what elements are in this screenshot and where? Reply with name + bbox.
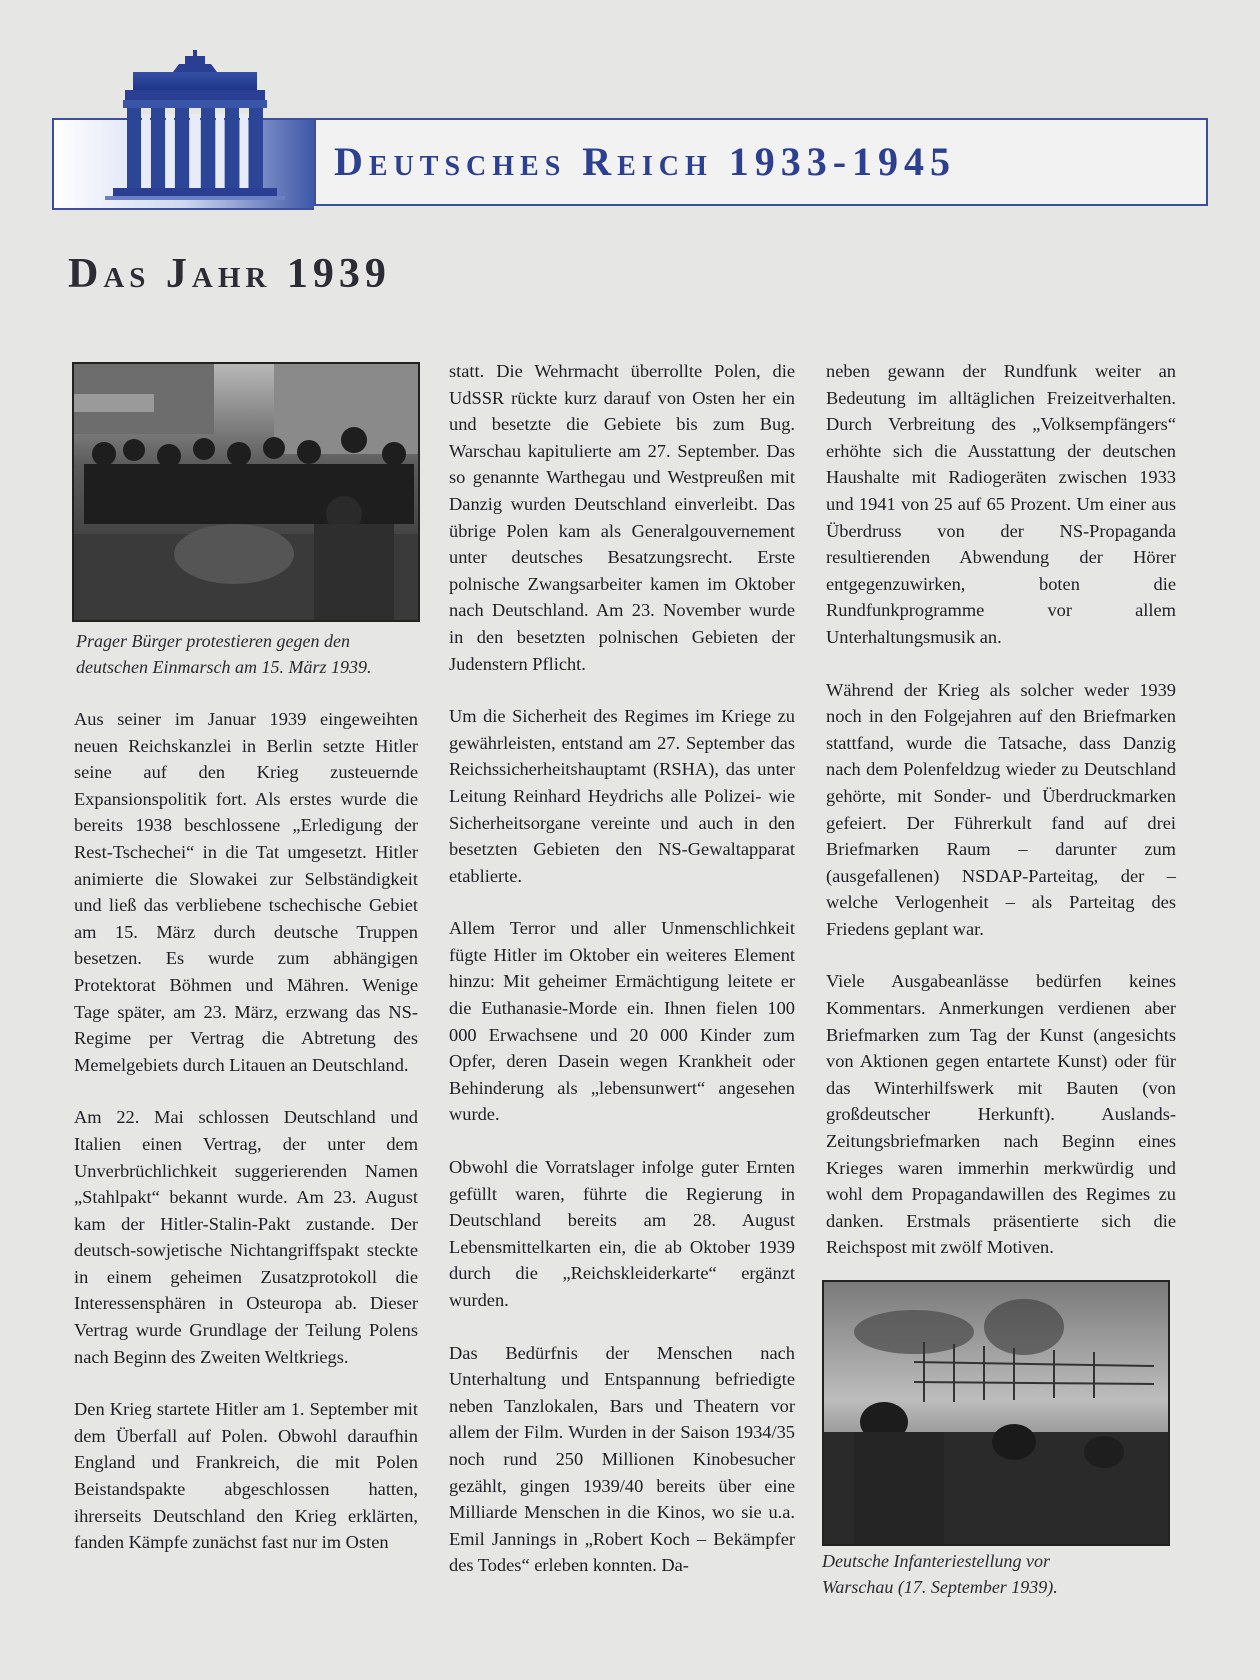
text-column-1: [74, 706, 418, 1582]
caption-line: Deutsche Infanteriestellung vor: [822, 1551, 1050, 1571]
text-column-3: [826, 358, 1176, 1287]
paragraph: Allem Terror und aller Unmenschlichkeit fügte Hitler im Oktober ein weiteres Element hinzu: Mit geheimer Ermächtigung leitete er die Euthanasie-Morde ein. Ihnen fielen 100 000 Erwachsene und 20 000 Kinder zum Opfer, deren Dasein wegen Krankheit oder Behinderung als „lebensunwert“ angesehen wurde.: [449, 918, 795, 1125]
caption-line: Prager Bürger protestieren gegen den: [76, 631, 350, 651]
banner-title: Deutsches Reich 1933-1945: [334, 139, 957, 184]
paragraph: Aus seiner im Januar 1939 eingeweihten neuen Reichskanzlei in Berlin setzte Hitler seine auf den Krieg zusteuernde Expansionspolitik fort. Als erstes wurde die bereits 1938 beschlossene „Erledigung der Rest-Tschechei“ in die Tat umgesetzt. Hitler animierte die Slowakei zur Selbständigkeit und ließ das verbliebene tschechische Gebiet am 15. März durch deutsche Truppen besetzen. Es wurde zum abhängigen Protektorat Böhmen und Mähren. Wenige Tage später, am 23. März, erzwang das NS-Regime per Vertrag die Abtretung des Memelgebiets durch Litauen an Deutschland.: [74, 709, 418, 1075]
photo-warsaw-infantry: [822, 1280, 1170, 1546]
page-title: Das Jahr 1939: [68, 251, 391, 297]
caption-line: Warschau (17. September 1939).: [822, 1577, 1058, 1597]
paragraph: Das Bedürfnis der Menschen nach Unterhaltung und Entspannung befriedigte neben Tanzlokalen, Bars und Theatern vor allem der Film. Wurden in der Saison 1934/35 noch rund 250 Millionen Kinobesucher gezählt, gingen 1939/40 bereits über eine Milliarde Menschen in die Kinos, wo sie u.a. Emil Jannings in „Robert Koch – Bekämpfer des Todes“ erleben konnten. Da-: [449, 1342, 795, 1576]
photo-warsaw-image: [824, 1282, 1168, 1544]
paragraph: statt. Die Wehrmacht überrollte Polen, die UdSSR rückte kurz darauf von Osten her ein und besetzte die Gebiete bis zum Bug. Warschau kapitulierte am 27. September. Das so genannte Warthegau und Westpreußen mit Danzig wurden Deutschland einverleibt. Das übrige Polen kam als Generalgouvernement unter deutsches Besatzungsrecht. Erste polnische Zwangsarbeiter kamen im Oktober nach Deutschland. Am 23. November wurde in den besetzten polnischen Gebieten der Judenstern Pflicht.: [449, 361, 795, 674]
photo-prague-image: [74, 364, 418, 620]
paragraph: Obwohl die Vorratslager infolge guter Ernten gefüllt waren, führte die Regierung in Deutschland bereits am 28. August Lebensmittelkarten ein, die ab Oktober 1939 durch die „Reichskleiderkarte“ ergänzt wurden.: [449, 1157, 795, 1310]
paragraph: Am 22. Mai schlossen Deutschland und Italien einen Vertrag, der unter dem Unverbrüchlichkeit suggerierenden Namen „Stahlpakt“ bekannt wurde. Am 23. August kam der Hitler-Stalin-Pakt zustande. Der deutsch-sowjetische Nichtangriffspakt steckte in einem geheimen Zusatzprotokoll die Interessensphären in Osteuropa ab. Dieser Vertrag wurde Grundlage der Teilung Polens nach Beginn des Zweiten Weltkriegs.: [74, 1107, 418, 1367]
photo-prague-protest: [72, 362, 420, 622]
paragraph: neben gewann der Rundfunk weiter an Bedeutung im alltäglichen Freizeitverhalten. Durch Verbreitung des „Volksempfängers“ erhöhte sich die Ausstattung der deutschen Haushalte mit Radiogeräten zwischen 1933 und 1941 von 25 auf 65 Prozent. Um einer aus Überdruss von der NS-Propaganda resultierenden Abwendung der Hörer entgegenzuwirken, boten die Rundfunkprogramme vor allem Unterhaltungsmusik an.: [826, 361, 1176, 647]
photo-warsaw-caption: [822, 1548, 1182, 1600]
paragraph: Um die Sicherheit des Regimes im Kriege zu gewährleisten, entstand am 27. September das Reichssicherheitshauptamt (RSHA), das unter Leitung Reinhard Heydrichs alle Polizei- wie Sicherheitsorgane vereinte und auch in den besetzten Gebieten den NS-Gewaltapparat etablierte.: [449, 706, 795, 886]
paragraph: Viele Ausgabeanlässe bedürfen keines Kommentars. Anmerkungen verdienen aber Briefmarken zum Tag der Kunst (angesichts von Aktionen gegen entartete Kunst) oder für das Winterhilfswerk mit Bauten (von großdeutscher Herkunft). Auslands-Zeitungsbriefmarken nach Beginn eines Krieges waren immerhin merkwürdig und wohl dem Propagandawillen des Regimes zu danken. Erstmals präsentierte sich die Reichspost mit zwölf Motiven.: [826, 971, 1176, 1258]
photo-prague-caption: [76, 628, 436, 680]
text-column-2: [449, 358, 795, 1605]
paragraph: Während der Krieg als solcher weder 1939 noch in den Folgejahren auf den Briefmarken stattfand, wurde die Tatsache, dass Danzig nach dem Polenfeldzug wieder zu Deutschland gehörte, mit Sonder- und Überdruckmarken gefeiert. Der Führerkult fand auf drei Briefmarken Raum – darunter zum (ausgefallenen) NSDAP-Parteitag, der – welche Verlogenheit – als Parteitag des Friedens geplant war.: [826, 679, 1176, 939]
paragraph: Den Krieg startete Hitler am 1. September mit dem Überfall auf Polen. Obwohl daraufhin England und Frankreich, die mit Polen Beistandspakte abgeschlossen hatten, ihrerseits Deutschland den Krieg erklärten, fanden Kämpfe zunächst fast nur im Osten: [74, 1399, 418, 1553]
caption-line: deutschen Einmarsch am 15. März 1939.: [76, 657, 372, 677]
brandenburg-gate-icon: [105, 50, 285, 210]
